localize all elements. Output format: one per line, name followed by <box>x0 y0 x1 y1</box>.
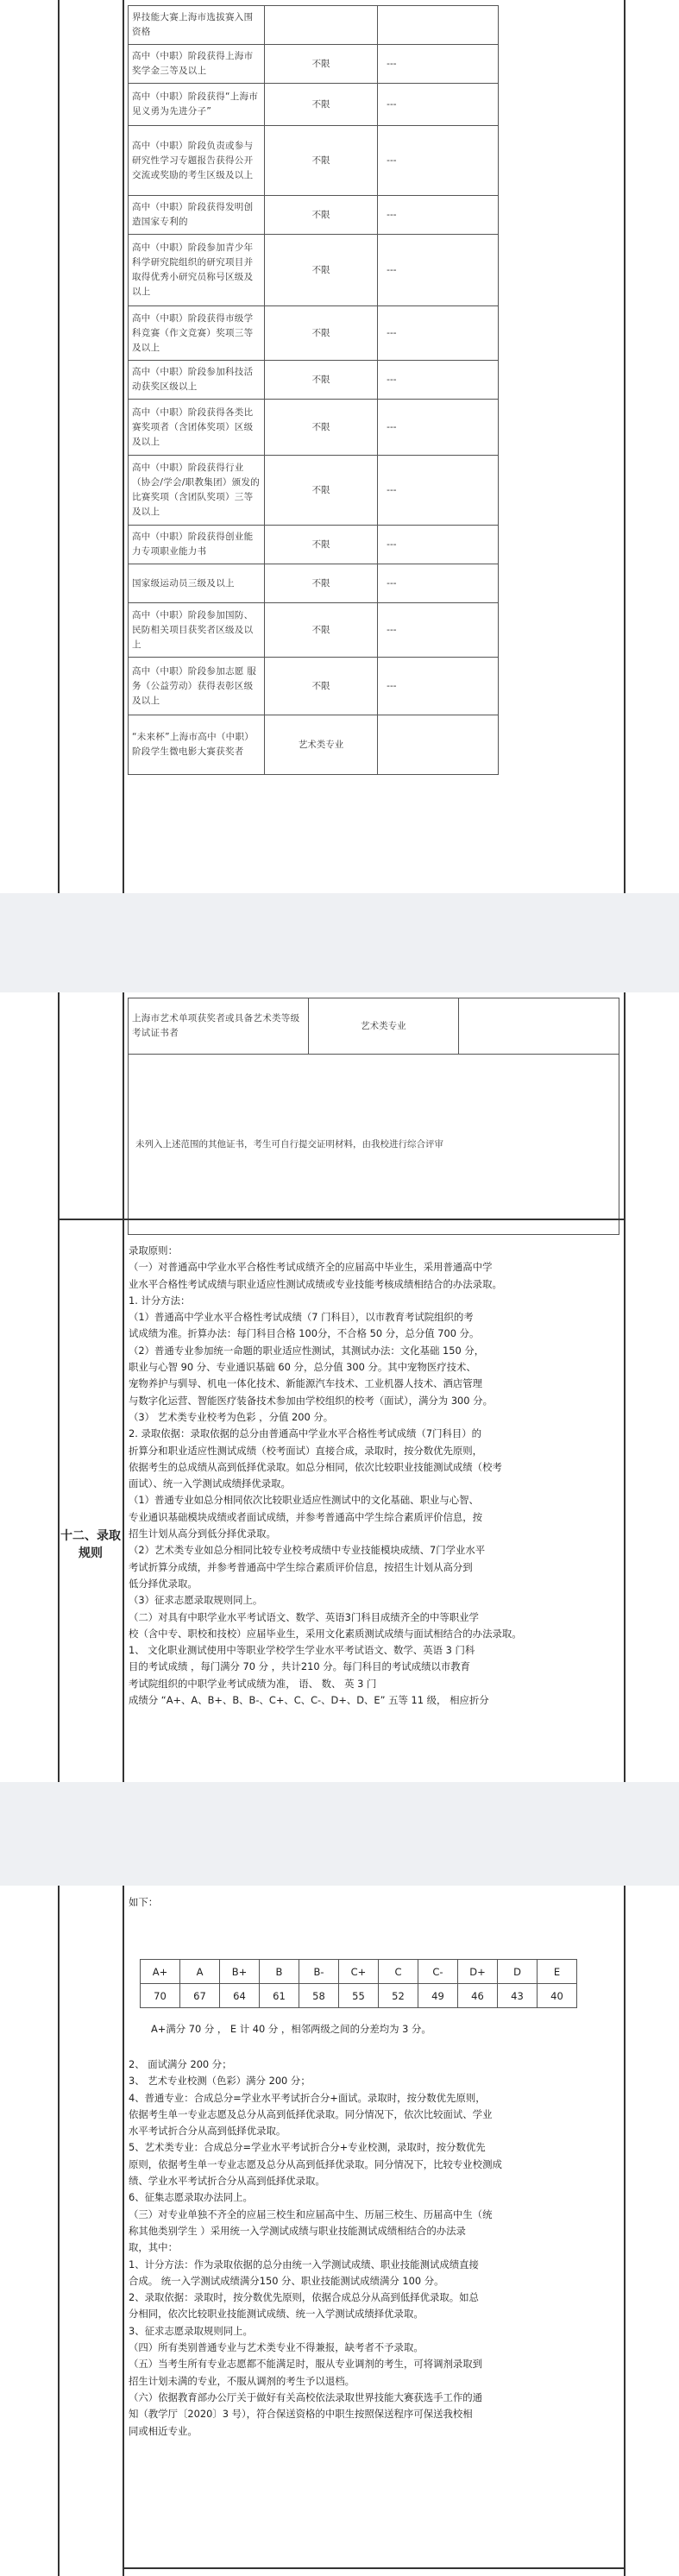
qualification-table-2 <box>128 998 619 1235</box>
text-line: 业水平合格性考试成绩与职业适应性测试成绩或专业技能考核成绩相结合的办法录取。 <box>129 1277 502 1290</box>
text-line: （一）对普通高中学业水平合格性考试成绩齐全的应届高中毕业生，采用普通高中学 <box>129 1261 493 1274</box>
text-line: 5、艺术类专业：合成总分=学业水平考试折合分+专业校测，录取时，按分数优先 <box>129 2141 486 2154</box>
text-line: 校（含中专、职校和技校）应届毕业生，采用文化素质测试成绩与面试相结合的办法录取。 <box>129 1627 522 1640</box>
text-line: 2. 录取依据：录取依据的总分由普通高中学业水平合格性考试成绩（7门科目）的 <box>129 1427 482 1440</box>
qualification-row <box>129 196 499 235</box>
requirement-cell: 艺术类专业 <box>308 998 458 1055</box>
qualification-row <box>129 84 499 126</box>
grade-cell: D <box>498 1960 538 1984</box>
requirement-cell: 不限 <box>264 84 377 126</box>
qualification-cell: “未来杯”上海市高中（中职）阶段学生微电影大赛获奖者 <box>129 715 265 775</box>
qualification-row <box>129 998 619 1055</box>
note-text: 未列入上述范围的其他证书，考生可自行提交证明材料，由我校进行综合评审 <box>135 1139 443 1149</box>
text-line: 试成绩为准。折算办法：每门科目合格 100分，不合格 50 分，总分值 700 分。 <box>129 1327 480 1340</box>
remark-cell <box>459 998 619 1055</box>
text-line: （2）普通专业参加统一命题的职业适应性测试，其测试办法：文化基础 150 分， <box>129 1344 485 1357</box>
page-3 <box>0 1886 679 2576</box>
score-cell: 61 <box>260 1984 299 2008</box>
qualification-cell: 国家级运动员三级及以上 <box>129 564 265 603</box>
remark-cell <box>378 6 499 45</box>
remark-cell: --- <box>378 456 499 526</box>
qualification-row <box>129 400 499 456</box>
text-line: 1、 文化职业测试使用中等职业学校学生学业水平考试语文、数学、英语 3 门科 <box>129 1644 475 1657</box>
text-line: （六）依据教育部办公厅关于做好有关高校依法录取世界技能大赛获选手工作的通 <box>129 2390 483 2403</box>
requirement-cell: 不限 <box>264 456 377 526</box>
grade-cell: D+ <box>458 1960 498 1984</box>
outer-border-right <box>624 0 626 893</box>
qualification-cell: 界技能大赛上海市选拔赛入围资格 <box>129 6 265 45</box>
text-line: 1、计分方法：作为录取依据的总分由统一入学测试成绩、职业技能测试成绩直接 <box>129 2258 479 2271</box>
text-line: 2、录取依据：录取时，按分数优先原则，依据合成总分从高到低择优录取。如总 <box>129 2291 479 2304</box>
text-line: （3） 艺术类专业校考为色彩 ，分值 200 分。 <box>129 1410 334 1423</box>
remark-cell: --- <box>378 306 499 361</box>
remark-cell: --- <box>378 196 499 235</box>
grade-cell: A <box>180 1960 220 1984</box>
qualification-row <box>129 126 499 196</box>
remark-cell: --- <box>378 603 499 658</box>
grade-cell: B- <box>299 1960 339 1984</box>
text-line: 依据考生的总成绩从高到低择优录取。如总分相同，依次比较职业技能测试成绩（校考 <box>129 1460 502 1473</box>
qualification-row <box>129 6 499 45</box>
section-label-text: 十二、录取规则 <box>60 1529 121 1560</box>
outer-border-right <box>624 1886 626 2576</box>
outer-border-left <box>58 992 60 1782</box>
qualification-row <box>129 526 499 564</box>
grade-cell: E <box>538 1960 577 1984</box>
score-cell: 52 <box>379 1984 418 2008</box>
intro-text <box>129 1894 158 1911</box>
requirement-cell: 不限 <box>264 45 377 84</box>
grade-cell: C+ <box>339 1960 379 1984</box>
requirement-cell: 不限 <box>264 126 377 196</box>
remark-cell: --- <box>378 126 499 196</box>
qualification-row <box>129 45 499 84</box>
qualification-row <box>129 361 499 400</box>
qualification-row <box>129 603 499 658</box>
admission-rules-text <box>129 1243 620 1709</box>
text-line: 低分择优录取。 <box>129 1577 198 1590</box>
text-line: 知（教学厅〔2020〕3 号），符合保送资格的中职生按照保送程序可保送我校相 <box>129 2408 473 2421</box>
score-cell: 55 <box>339 1984 379 2008</box>
qualification-cell: 高中（中职）阶段获得市级学科竞赛（作文竞赛）奖项三等及以上 <box>129 306 265 361</box>
score-cell: 67 <box>180 1984 220 2008</box>
score-cell: 40 <box>538 1984 577 2008</box>
score-cell: 46 <box>458 1984 498 2008</box>
qualification-row <box>129 564 499 603</box>
score-cell: 70 <box>141 1984 180 2008</box>
text-line: 3、征求志愿录取规则同上。 <box>129 2324 253 2337</box>
score-cell: 58 <box>299 1984 339 2008</box>
text-line: （2）艺术类专业如总分相同比较专业校考成绩中专业技能模块成绩、7门学业水平 <box>129 1544 486 1557</box>
qualification-cell: 高中（中职）阶段获得“上海市见义勇为先进分子” <box>129 84 265 126</box>
qualification-cell: 高中（中职）阶段获得上海市奖学金三等及以上 <box>129 45 265 84</box>
remark-cell: --- <box>378 84 499 126</box>
requirement-cell: 不限 <box>264 564 377 603</box>
remark-cell: --- <box>378 400 499 456</box>
score-row <box>141 1984 577 2008</box>
text-line: 1. 计分方法： <box>129 1294 191 1307</box>
section-divider <box>123 992 124 1782</box>
text-line: 4、普通专业：合成总分=学业水平考试折合分+面试。录取时，按分数优先原则， <box>129 2091 486 2104</box>
text-line: 取，其中： <box>129 2241 178 2254</box>
section-divider <box>123 1886 124 2576</box>
remark-cell: --- <box>378 564 499 603</box>
qualification-row <box>129 658 499 715</box>
section-label <box>60 1527 122 1562</box>
grade-cell: C <box>379 1960 418 1984</box>
text-line: （3）征求志愿录取规则同上。 <box>129 1594 263 1607</box>
page-gap <box>0 893 679 992</box>
text-line: 录取原则： <box>129 1244 178 1257</box>
section-top-border <box>58 1219 625 1220</box>
qualification-cell: 高中（中职）阶段获得发明创造国家专利的 <box>129 196 265 235</box>
qualification-cell: 高中（中职）阶段获得各类比赛奖项者（含团体奖项）区级及以上 <box>129 400 265 456</box>
remark-cell: --- <box>378 658 499 715</box>
requirement-cell: 不限 <box>264 306 377 361</box>
text-line: A+满分 70 分 ， E 计 40 分 ，相邻两级之间的分差均为 3 分。 <box>151 2023 431 2035</box>
qualification-cell: 高中（中职）阶段参加志愿 服务（公益劳动）获得表彰区级及以上 <box>129 658 265 715</box>
text-line: 面试）、统一入学测试成绩择优录取。 <box>129 1477 291 1490</box>
text-line: 同或相近专业。 <box>129 2424 198 2437</box>
page-1 <box>0 0 679 893</box>
text-line: 依据考生单一专业志愿及总分从高到低择优录取。同分情况下，依次比较面试、学业 <box>129 2107 493 2120</box>
requirement-cell: 不限 <box>264 235 377 306</box>
page-2 <box>0 992 679 1782</box>
outer-border-left <box>58 1886 60 2576</box>
score-cell: 49 <box>418 1984 458 2008</box>
text-line: 6、征集志愿录取办法同上。 <box>129 2191 253 2204</box>
grade-cell: B+ <box>220 1960 260 1984</box>
text-line: 2、 面试满分 200 分； <box>129 2058 232 2070</box>
qualification-row <box>129 235 499 306</box>
text-line: 如下： <box>129 1896 159 1908</box>
text-line: 专业通识基础模块成绩或者面试成绩，并参考普通高中学生综合素质评价信息，按 <box>129 1510 483 1523</box>
score-cell: 43 <box>498 1984 538 2008</box>
qualification-cell: 高中（中职）阶段负责或参与研究性学习专题报告获得公开交流或奖励的考生区级及以上 <box>129 126 265 196</box>
score-cell: 64 <box>220 1984 260 2008</box>
text-line: 原则，依据考生单一专业志愿及总分从高到低择优录取。同分情况下，比较专业校测成 <box>129 2157 502 2170</box>
remark-cell <box>378 715 499 775</box>
text-line: 3、 艺术专业校测（色彩）满分 200 分； <box>129 2075 311 2088</box>
section-divider <box>123 0 124 893</box>
page-gap <box>0 1782 679 1886</box>
text-line: 职业与心智 90 分、专业通识基础 60 分，总分值 300 分。其中宠物医疗技术、 <box>129 1361 476 1374</box>
score-note <box>151 2021 431 2037</box>
requirement-cell: 不限 <box>264 603 377 658</box>
text-line: 分相同，依次比较职业技能测试成绩、统一入学测试成绩择优录取。 <box>129 2308 424 2321</box>
requirement-cell: 不限 <box>264 400 377 456</box>
text-line: 考试折算分成绩，并参考普通高中学生综合素质评价信息，按招生计划从高分到 <box>129 1560 473 1573</box>
requirement-cell: 不限 <box>264 526 377 564</box>
remark-cell: --- <box>378 45 499 84</box>
outer-border-right <box>624 992 626 1782</box>
remark-cell: --- <box>378 526 499 564</box>
requirement-cell: 不限 <box>264 361 377 400</box>
text-line: 合成。 统一入学测试成绩满分150 分、职业技能测试成绩满分 100 分。 <box>129 2274 444 2287</box>
requirement-cell: 不限 <box>264 196 377 235</box>
text-line: （1）普通专业如总分相同依次比较职业适应性测试中的文化基础、职业与心智、 <box>129 1494 479 1507</box>
text-line: 考试院组织的中职学业考试成绩为准， 语、 数、 英 3 门 <box>129 1677 377 1690</box>
text-line: 称其他类别学生 ）采用统一入学测试成绩与职业技能测试成绩相结合的办法录 <box>129 2224 466 2237</box>
text-line: （二）对具有中职学业水平考试语文、数学、英语3门科目成绩齐全的中等职业学 <box>129 1610 479 1623</box>
text-line: （三）对专业单独不齐全的应届三校生和应届高中生、历届三校生、历届高中生（统 <box>129 2208 493 2220</box>
qualification-cell: 高中（中职）阶段参加国防、民防相关项目获奖者区级及以上 <box>129 603 265 658</box>
outer-border-left <box>58 0 60 893</box>
qualification-cell: 高中（中职）阶段参加青少年科学研究院组织的研究项目并取得优秀小研究员称号区级及以上 <box>129 235 265 306</box>
text-line: 宠物养护与驯导、机电一体化技术、新能源汽车技术、工业机器人技术、酒店管理 <box>129 1377 483 1390</box>
text-line: （1）普通高中学业水平合格性考试成绩（7 门科目），以市教育考试院组织的考 <box>129 1311 474 1324</box>
text-line: 招生计划从高分到低分择优录取。 <box>129 1527 276 1540</box>
text-line: （五）当考生所有专业志愿都不能满足时，服从专业调剂的考生，可将调剂录取到 <box>129 2358 483 2371</box>
grade-score-table <box>140 1959 577 2008</box>
qualification-row <box>129 456 499 526</box>
admission-rules-continued <box>129 2056 620 2440</box>
remark-cell: --- <box>378 361 499 400</box>
grade-cell: A+ <box>141 1960 180 1984</box>
text-line: 招生计划未满的专业，不服从调剂的考生予以退档。 <box>129 2374 355 2387</box>
text-line: 绩、学业水平考试折合分从高到低择优录取。 <box>129 2175 325 2188</box>
requirement-cell: 艺术类专业 <box>264 715 377 775</box>
text-line: 目的考试成绩 ，每门满分 70 分 ，共计210 分。每门科目的考试成绩以市教育 <box>129 1660 471 1673</box>
text-line: 成绩分 “A+、A、B+、B、B-、C+、C、C-、D+、D、E” 五等 11 级， 相应折分 <box>129 1694 489 1707</box>
text-line: 折算分和职业适应性测试成绩（校考面试）直接合成，录取时，按分数优先原则， <box>129 1444 483 1457</box>
qualification-cell: 高中（中职）阶段获得创业能力专项职业能力书 <box>129 526 265 564</box>
remark-cell: --- <box>378 235 499 306</box>
requirement-cell <box>264 6 377 45</box>
qualification-cell: 高中（中职）阶段参加科技活动获奖区级以上 <box>129 361 265 400</box>
text-line: 与数字化运营、智能医疗装备技术参加由学校组织的校考（面试），满分为 300 分。 <box>129 1394 493 1407</box>
qualification-table-1 <box>128 5 499 775</box>
other-certificate-note <box>129 1055 619 1235</box>
page-bottom-border <box>123 2567 625 2569</box>
qualification-cell: 上海市艺术单项获奖者或具备艺术类等级考试证书者 <box>129 998 309 1055</box>
grade-row <box>141 1960 577 1984</box>
qualification-cell: 高中（中职）阶段获得行业（协会/学会/职教集团）颁发的比赛奖项（含团队奖项）三等及以上 <box>129 456 265 526</box>
qualification-row <box>129 306 499 361</box>
grade-cell: C- <box>418 1960 458 1984</box>
requirement-cell: 不限 <box>264 658 377 715</box>
qualification-row <box>129 715 499 775</box>
text-line: 水平考试折合分从高到低择优录取。 <box>129 2125 286 2138</box>
grade-cell: B <box>260 1960 299 1984</box>
text-line: （四）所有类别普通专业与艺术类专业不得兼报，缺考者不予录取。 <box>129 2341 424 2354</box>
